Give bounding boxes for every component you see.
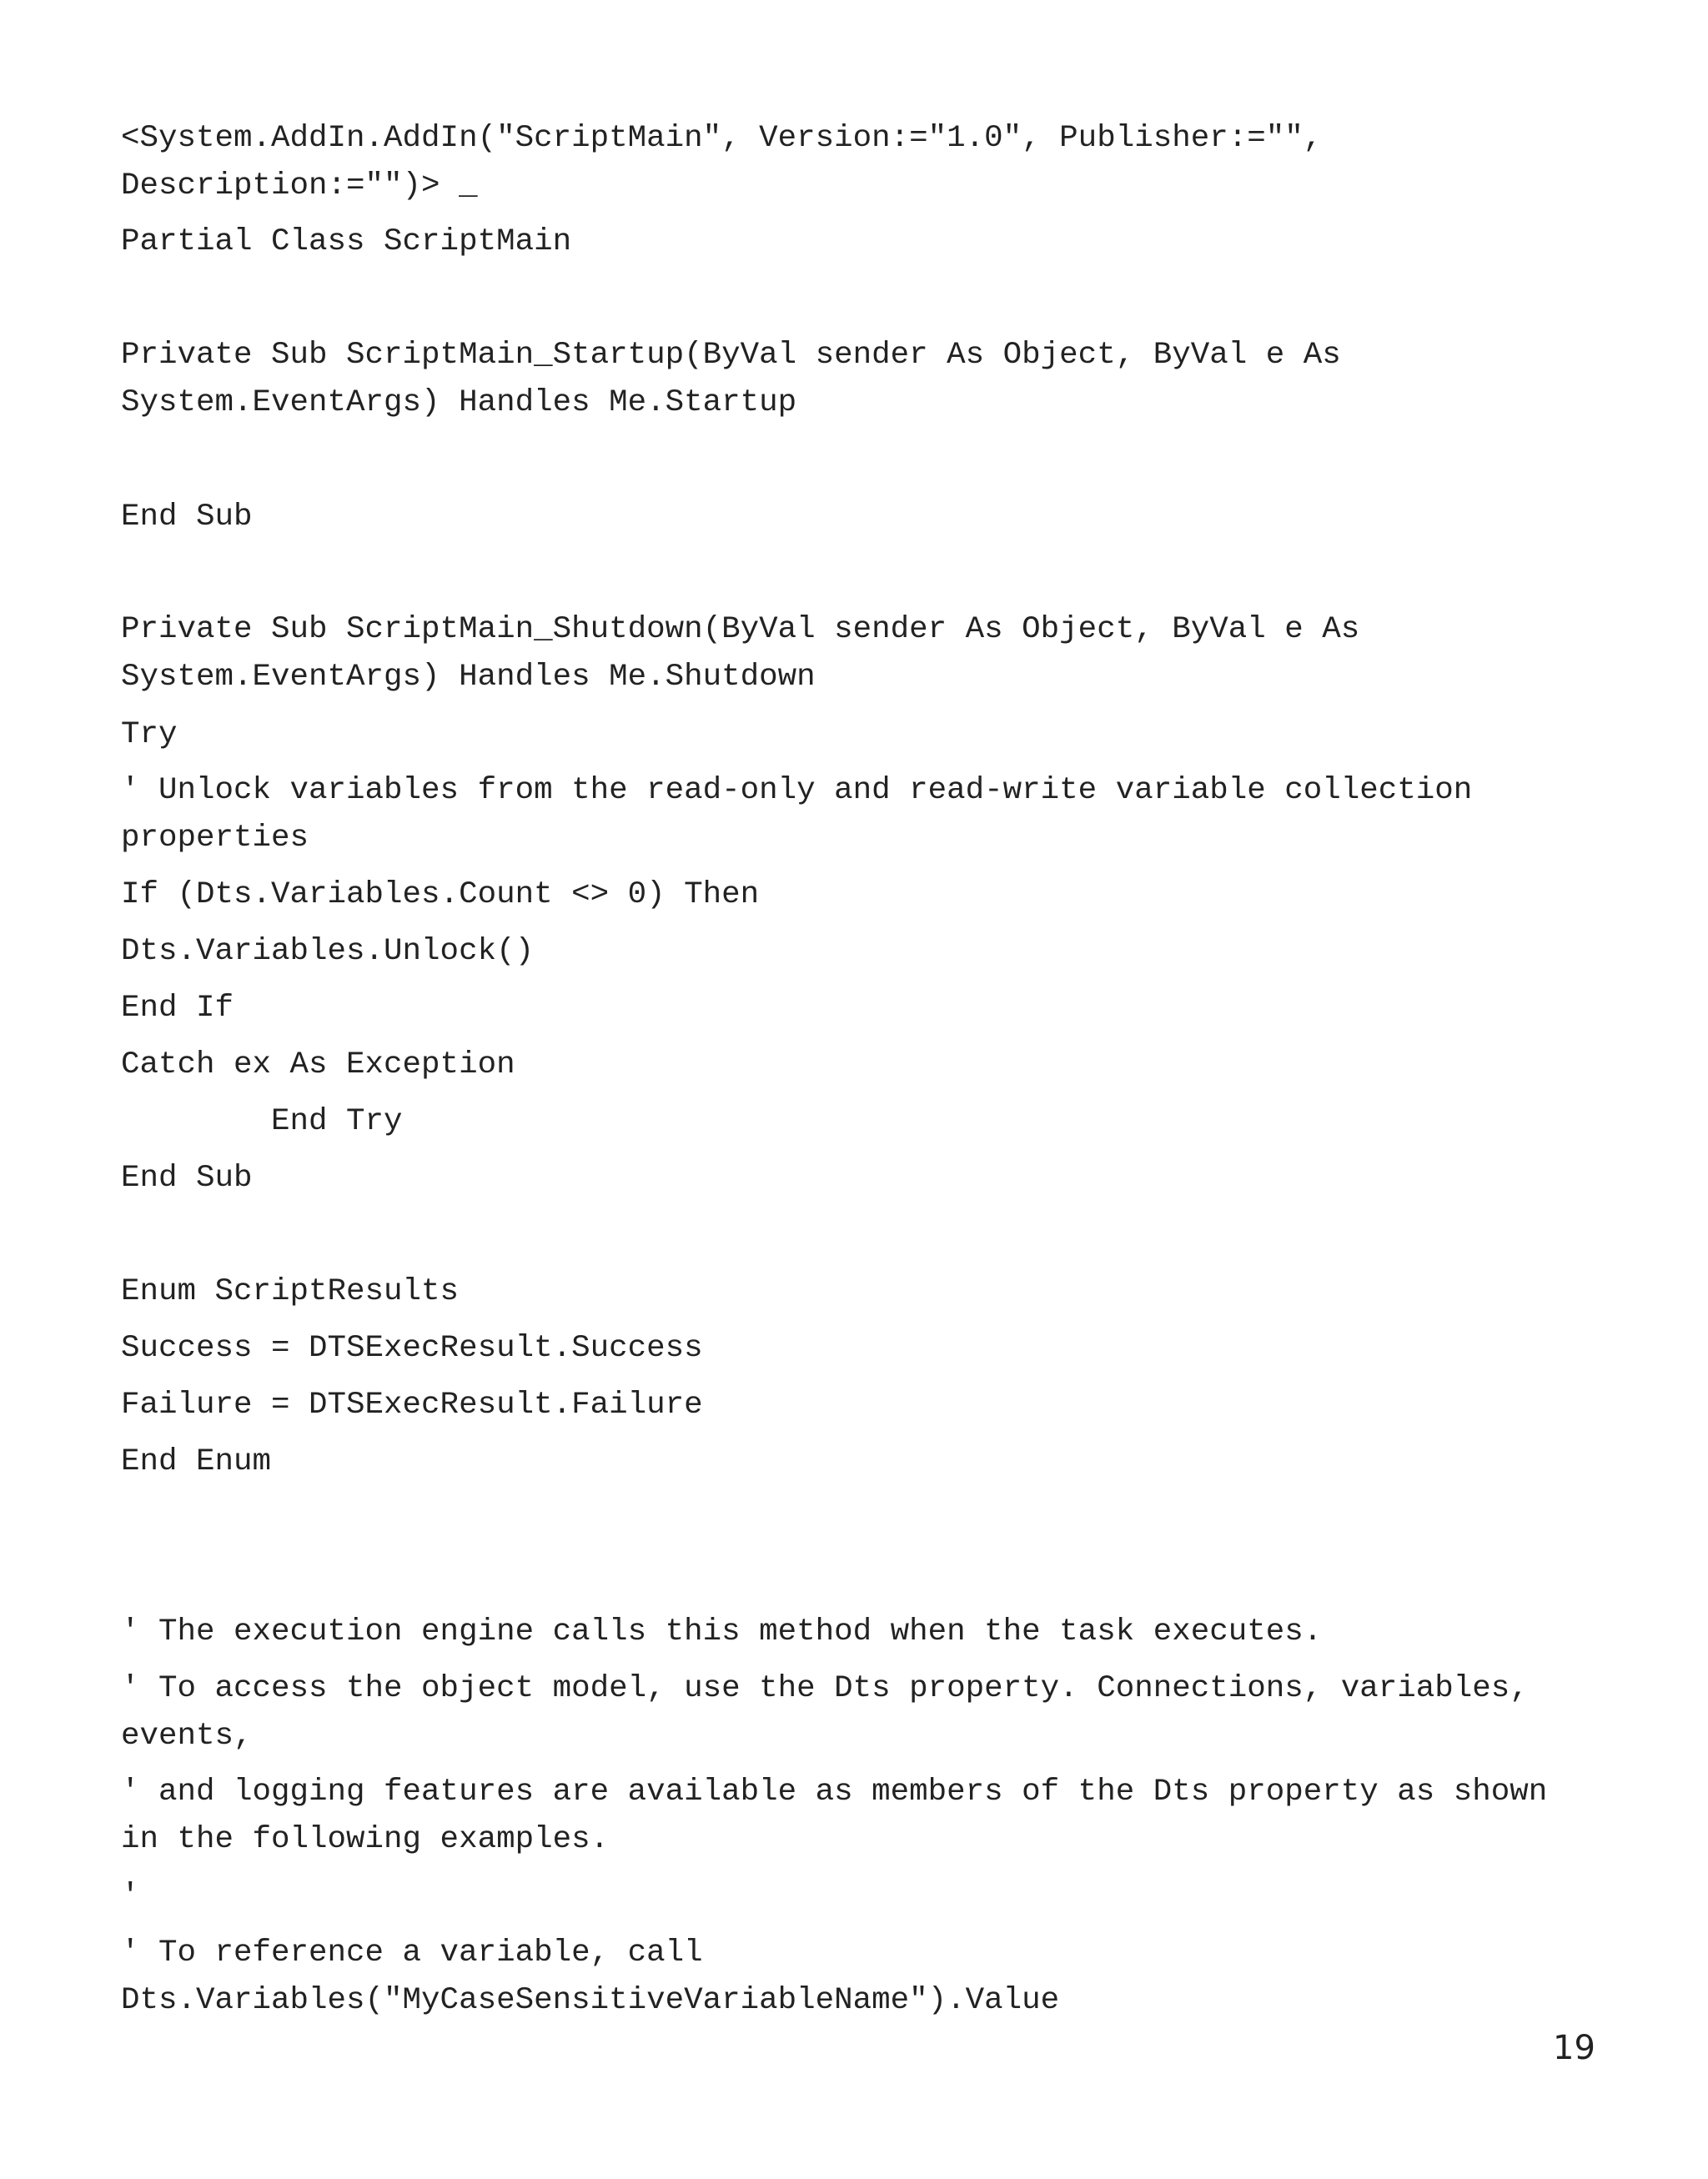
code-line: End Sub (121, 500, 253, 535)
code-line: End Enum (121, 1444, 272, 1479)
page-number: 19 (1553, 2029, 1595, 2067)
code-line: in the following examples. (121, 1822, 610, 1857)
code-line: System.EventArgs) Handles Me.Startup (121, 385, 797, 420)
code-comment: ' To access the object model, use the Dts property. Connections, variables, (121, 1671, 1529, 1706)
code-comment: ' The execution engine calls this method when the task executes. (121, 1614, 1323, 1649)
code-line: End If (121, 991, 234, 1026)
code-line: End Sub (121, 1161, 253, 1196)
code-line: Private Sub ScriptMain_Shutdown(ByVal sender As Object, ByVal e As (121, 612, 1360, 647)
code-line: <System.AddIn.AddIn("ScriptMain", Version:="1.0", Publisher:="", (121, 121, 1323, 156)
code-line: Dts.Variables.Unlock() (121, 934, 535, 969)
code-comment: ' (121, 1879, 140, 1914)
code-line: properties (121, 821, 309, 856)
code-line: Description:="")> _ (121, 168, 478, 203)
code-line: Failure = DTSExecResult.Failure (121, 1388, 703, 1423)
code-line: End Try (121, 1104, 403, 1139)
code-line: Partial Class ScriptMain (121, 224, 572, 259)
code-comment: ' and logging features are available as members of the Dts property as shown (121, 1775, 1548, 1810)
code-line: Enum ScriptResults (121, 1274, 460, 1309)
code-line: Private Sub ScriptMain_Startup(ByVal sender As Object, ByVal e As (121, 338, 1341, 373)
code-line: Try (121, 717, 178, 752)
code-line: System.EventArgs) Handles Me.Shutdown (121, 660, 816, 695)
code-comment: ' Unlock variables from the read-only and read-write variable collection (121, 773, 1473, 808)
code-comment: ' To reference a variable, call (121, 1935, 703, 1971)
code-line: Dts.Variables("MyCaseSensitiveVariableName").Value (121, 1983, 1060, 2018)
code-line: If (Dts.Variables.Count <> 0) Then (121, 877, 760, 912)
code-line: Catch ex As Exception (121, 1047, 515, 1082)
code-line: Success = DTSExecResult.Success (121, 1331, 703, 1366)
code-line: events, (121, 1719, 253, 1754)
